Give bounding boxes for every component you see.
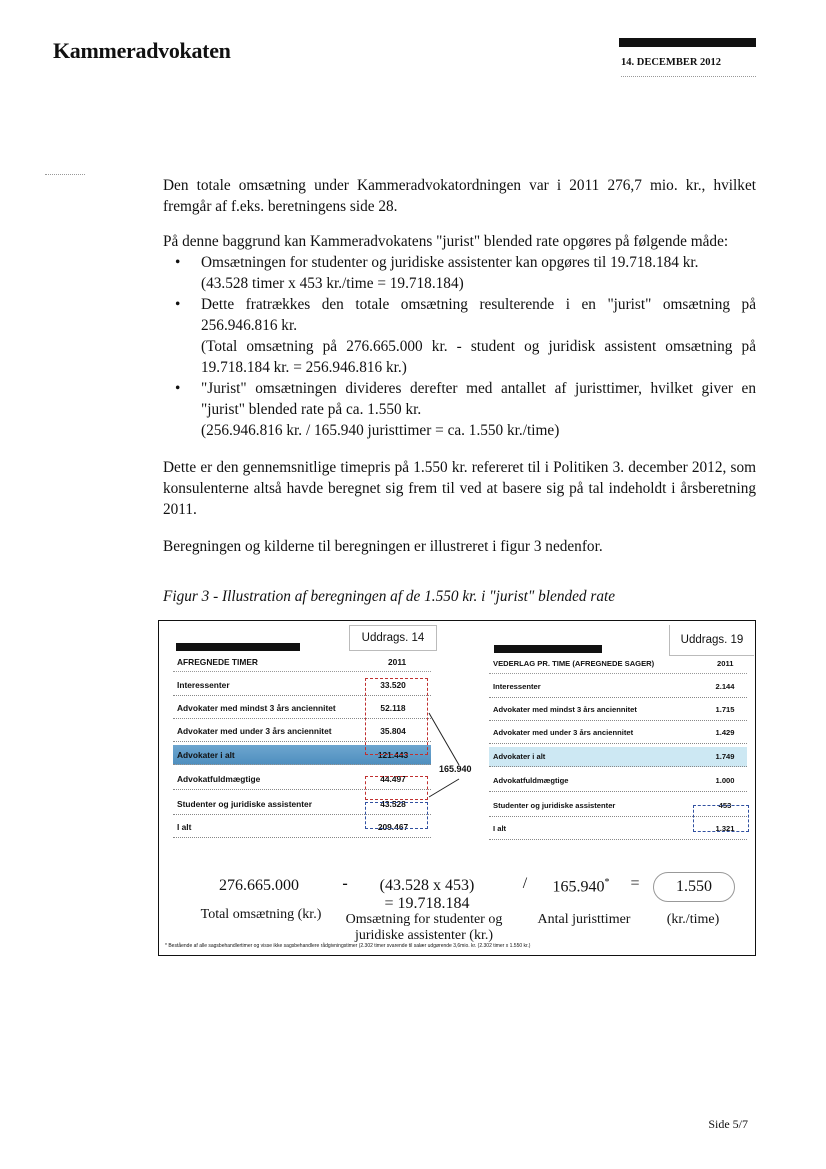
bullet-dot: • — [175, 380, 181, 397]
row-value: 2.144 — [715, 682, 735, 691]
row-label: Advokatfuldmægtige — [493, 776, 569, 785]
bullet-1 — [163, 252, 756, 294]
row-label: I alt — [177, 822, 192, 832]
row-value: 1.715 — [715, 705, 735, 714]
table-row — [489, 698, 747, 721]
sum-advokater-fuldmaegtige: 165.940 — [439, 764, 472, 774]
formula-student-label: Omsætning for studenter og juridiske assistenter (kr.) — [345, 912, 503, 943]
table-right-header: VEDERLAG PR. TIME (AFREGNEDE SAGER) — [493, 659, 655, 668]
blue-dashed-box-rate — [693, 805, 749, 832]
bullet-3 — [163, 378, 756, 441]
row-value: 52.118 — [380, 703, 406, 713]
bullet-1-detail: (43.528 timer x 453 kr./time = 19.718.184) — [201, 275, 464, 292]
row-value: 209.467 — [377, 822, 409, 832]
bullet-2 — [163, 294, 756, 378]
formula-total: 276.665.000 — [219, 877, 299, 894]
bullet-2-detail: (Total omsætning på 276.665.000 kr. - student og juridisk assistent omsætning på 19.718.184 kr. = 256.946.816 kr.) — [201, 338, 756, 376]
formula-hours-mark: * — [604, 877, 610, 888]
row-value: 1.321 — [715, 824, 735, 833]
row-value: 43.528 — [380, 799, 406, 809]
table-row — [489, 721, 747, 744]
page-number: Side 5/7 — [708, 1117, 748, 1131]
figure-3 — [158, 620, 756, 956]
bullet-dot: • — [175, 296, 181, 313]
formula-divide: / — [522, 875, 528, 892]
formula-hours — [545, 877, 617, 896]
row-label: Advokater i alt — [177, 750, 235, 760]
brand-title: Kammeradvokaten — [53, 38, 231, 63]
divider — [489, 673, 747, 674]
table-left-header: AFREGNEDE TIMER — [177, 657, 258, 667]
bullet-dot: • — [175, 254, 181, 271]
row-value: 1.000 — [715, 776, 735, 785]
formula-total-label: Total omsætning (kr.) — [200, 907, 322, 922]
document-date: 14. DECEMBER 2012 — [621, 57, 722, 68]
bracket-lines — [427, 711, 467, 801]
formula-equals: = — [630, 875, 640, 892]
header-bar — [619, 38, 756, 47]
redacted-bar-left — [176, 643, 300, 651]
row-label: I alt — [493, 824, 507, 833]
bullet-3-detail: (256.946.816 kr. / 165.940 juristtimer = ca. 1.550 kr./time) — [201, 422, 560, 439]
bullet-3-text: "Jurist" omsætningen divideres derefter med antallet af juristtimer, hvilket giver en "jurist" blended rate på ca. 1.550 kr. — [201, 380, 756, 418]
paragraph-1: Den totale omsætning under Kammeradvokatordningen var i 2011 276,7 mio. kr., hvilket fremgår af f.eks. beretningens side 28. — [163, 177, 756, 215]
body-text — [163, 175, 756, 557]
figure-caption: Figur 3 - Illustration af beregningen af de 1.550 kr. i "jurist" blended rate — [163, 588, 616, 605]
red-dashed-box-advokater — [365, 678, 428, 755]
row-value: 33.520 — [380, 680, 406, 690]
table-row-highlight — [489, 747, 747, 767]
row-label: Advokatfuldmægtige — [177, 774, 261, 784]
row-label: Advokater med under 3 års anciennitet — [177, 726, 332, 736]
formula-student-result: = 19.718.184 — [384, 895, 470, 912]
formula-student-calc: (43.528 x 453) — [379, 877, 475, 894]
paragraph-2: På denne baggrund kan Kammeradvokatens "jurist" blended rate opgøres på følgende måde: — [163, 233, 729, 250]
row-value: 121.443 — [377, 750, 409, 760]
table-row — [489, 675, 747, 698]
table-row — [489, 769, 747, 792]
date-underline — [621, 76, 756, 77]
uddrag-label-left: Uddrags. 14 — [349, 625, 437, 651]
row-value: 1.749 — [715, 752, 735, 761]
row-label: Interessenter — [177, 680, 230, 690]
paragraph-4: Beregningen og kilderne til beregningen er illustreret i figur 3 nedenfor. — [163, 538, 603, 555]
red-dashed-box-fuldmaegtige — [365, 776, 428, 800]
row-value: 453 — [718, 801, 732, 810]
formula-hours-label: Antal juristtimer — [537, 912, 631, 927]
figure-footnote: * Bestående af alle sagsbehandlertimer og visse ikke sagsbehandlere rådgivningstimer (2.302 timer svarende til salær udgørende 3,6mio. kr. (2.302 timer x 1.550 kr.) — [165, 943, 531, 949]
blue-dashed-box-studenter — [365, 802, 428, 829]
row-value: 1.429 — [715, 728, 735, 737]
formula-result: 1.550 — [653, 872, 735, 902]
row-label: Advokater med mindst 3 års anciennitet — [177, 703, 336, 713]
row-label: Studenter og juridiske assistenter — [493, 801, 616, 810]
paragraph-3: Dette er den gennemsnitlige timepris på 1.550 kr. refereret til i Politiken 3. december 2012, som konsulenterne altså havde beregnet sig frem til ved at basere sig på tal indeholdt i årsberetning 2011. — [163, 459, 756, 518]
row-label: Advokater i alt — [493, 752, 546, 761]
row-value: 44.497 — [380, 774, 406, 784]
row-label: Advokater med mindst 3 års anciennitet — [493, 705, 637, 714]
bullet-1-text: Omsætningen for studenter og juridiske assistenter kan opgøres til 19.718.184 kr. — [201, 254, 699, 271]
formula-hours-value: 165.940 — [552, 878, 605, 896]
table-left-year: 2011 — [388, 657, 407, 667]
margin-mark — [45, 174, 85, 175]
table-right-year: 2011 — [717, 659, 734, 668]
redacted-bar-right — [494, 645, 602, 653]
row-label: Advokater med under 3 års anciennitet — [493, 728, 634, 737]
divider — [173, 671, 431, 672]
formula-result-label: (kr./time) — [666, 912, 720, 927]
row-value: 35.804 — [380, 726, 406, 736]
bullet-2-text: Dette fratrækkes den totale omsætning resulterende i en "jurist" omsætning på 256.946.816 kr. — [201, 296, 756, 334]
formula-minus: - — [342, 875, 348, 892]
uddrag-label-right: Uddrags. 19 — [669, 625, 754, 656]
row-label: Interessenter — [493, 682, 541, 691]
row-label: Studenter og juridiske assistenter — [177, 799, 312, 809]
